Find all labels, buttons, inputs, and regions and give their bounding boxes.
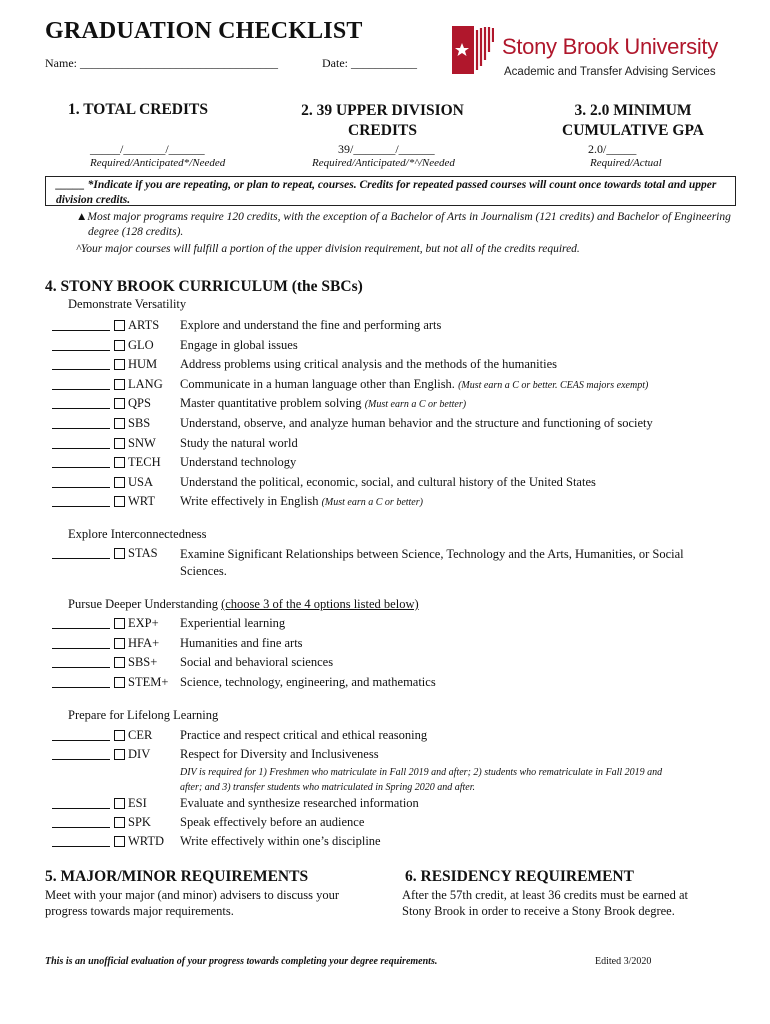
residency-text-line1: After the 57th credit, at least 36 credits must be earned at [402, 888, 689, 902]
sbc-code: WRTD [128, 834, 165, 848]
credit-blank[interactable] [52, 357, 110, 370]
checkbox[interactable] [114, 548, 125, 559]
residency-heading: 6. RESIDENCY REQUIREMENT [405, 868, 634, 885]
checkbox[interactable] [114, 618, 125, 629]
sbc-code: STAS [128, 546, 158, 560]
sbc-description [180, 318, 441, 333]
credit-blank[interactable] [52, 655, 110, 668]
sbc-description-text: Explore and understand the fine and performing arts [180, 318, 442, 332]
upper-division-title: 2. 39 UPPER DIVISION CREDITS [301, 102, 464, 139]
sbc-description: Write effectively within one’s discipline [180, 834, 381, 848]
total-credits-line[interactable]: _____/_______/______ [90, 142, 205, 156]
sbc-requirement-note: (Must earn a C or better) [321, 497, 423, 509]
sbc-description [180, 338, 298, 353]
sbc-description [180, 396, 466, 411]
div-note-line1: DIV is required for 1) Freshmen who matriculate in Fall 2019 and after; 2) students who rematriculate in Fall 2019 and [180, 767, 663, 778]
sbc-code: QPS [128, 396, 151, 411]
credit-blank[interactable] [52, 338, 110, 351]
checkbox[interactable] [114, 457, 125, 468]
sbc-description-text: Understand, observe, and analyze human behavior and the structure and functioning of society [180, 416, 653, 430]
checkbox[interactable] [114, 817, 125, 828]
sbc-code: USA [128, 474, 154, 489]
sbc-description-text: Address problems using critical analysis and the methods of the humanities [180, 357, 558, 372]
checkbox[interactable] [114, 418, 125, 429]
checkbox[interactable] [114, 438, 125, 449]
sbc-description-text: Experiential learning [180, 616, 286, 630]
checkbox[interactable] [114, 320, 125, 331]
sbc-code: SBS+ [128, 655, 158, 670]
credit-blank[interactable] [52, 616, 110, 629]
sbc-description [180, 616, 285, 631]
sbc-description-text: Understand the political, economic, social, and cultural history of the United States [180, 474, 596, 489]
sbc-description [180, 675, 436, 690]
div-note-line2: after; and 3) transfer students who matriculated in Spring 2020 and after. [180, 782, 475, 793]
sbc-description: Respect for Diversity and Inclusiveness [180, 747, 379, 761]
credit-blank[interactable] [52, 636, 110, 649]
date-field[interactable]: Date: ___________ [322, 56, 417, 70]
stas-desc-line2: Sciences. [180, 564, 227, 578]
sbc-description-text: Social and behavioral sciences [180, 655, 334, 670]
major-text-line2: progress towards major requirements. [45, 904, 234, 918]
sbc-description-text: Write effectively in English [180, 494, 319, 509]
sbc-description: Speak effectively before an audience [180, 815, 365, 829]
sbc-description-text: Humanities and fine arts [180, 635, 303, 650]
major-text [45, 887, 339, 919]
lifelong-label: Prepare for Lifelong Learning [68, 708, 219, 722]
sbc-code: TECH [128, 455, 161, 470]
deeper-label [68, 597, 419, 612]
major-text-line1: Meet with your major (and minor) advisers to discuss your [45, 888, 340, 902]
sbc-code: STEM+ [128, 674, 169, 689]
gpa-line[interactable]: 2.0/_____ [588, 142, 637, 156]
sbc-code: SBS [128, 416, 151, 430]
sbc-code: EXP+ [128, 616, 159, 630]
sbc-code: DIV [128, 747, 151, 761]
credits-note: ▲Most major programs require 120 credits, with the exception of a Bachelor of Arts in Journalism (121 credits) and Bachelor of Engineering degree (128 credits). [76, 211, 731, 238]
total-credits-title: 1. TOTAL CREDITS [68, 101, 208, 118]
checkbox[interactable] [114, 677, 125, 688]
sbc-description [180, 357, 557, 372]
credit-blank[interactable] [52, 318, 110, 331]
checkbox[interactable] [114, 340, 125, 351]
credit-blank[interactable] [52, 834, 110, 847]
sbc-code: HUM [128, 357, 158, 372]
sbc-code: WRT [128, 494, 156, 509]
residency-text [402, 887, 688, 919]
sbc-description-text: Master quantitative problem solving [180, 396, 362, 411]
residency-text-line2: Stony Brook in order to receive a Stony Brook degree. [402, 904, 675, 918]
gpa-caption: Required/Actual [590, 157, 662, 169]
checkbox[interactable] [114, 730, 125, 741]
sbc-code: SNW [128, 435, 156, 450]
sbc-requirement-note: (Must earn a C or better) [364, 399, 467, 411]
credit-blank[interactable] [52, 475, 110, 488]
credit-blank[interactable] [52, 396, 110, 409]
sbc-code: GLO [128, 337, 154, 352]
sbc-description [180, 436, 298, 451]
sbc-description: Evaluate and synthesize researched information [180, 796, 419, 810]
total-credits-caption: Required/Anticipated*/Needed [90, 157, 226, 169]
sbc-description [180, 636, 303, 651]
credit-blank[interactable] [52, 377, 110, 390]
sbc-description [180, 416, 653, 431]
checkbox[interactable] [114, 477, 125, 488]
checkbox[interactable] [114, 638, 125, 649]
sbc-description-text: Understand technology [180, 455, 297, 470]
checkbox[interactable] [114, 836, 125, 847]
sbc-code: ESI [128, 796, 147, 810]
credit-blank[interactable] [52, 796, 110, 809]
major-heading: 5. MAJOR/MINOR REQUIREMENTS [45, 868, 309, 885]
credit-blank[interactable] [52, 416, 110, 429]
sbc-requirement-note: (Must earn a C or better. CEAS majors exempt) [458, 379, 649, 391]
checkbox[interactable] [114, 798, 125, 809]
credit-blank[interactable] [52, 436, 110, 449]
sbc-code: CER [128, 728, 153, 742]
stas-desc-line1: Examine Significant Relationships between Science, Technology and the Arts, Humanities, or Social [180, 547, 684, 561]
sbc-code: SPK [128, 815, 151, 829]
div-note [180, 765, 662, 795]
sbu-shield-icon [452, 26, 494, 74]
sbc-description-text: Engage in global issues [180, 337, 298, 352]
credit-blank[interactable] [52, 815, 110, 828]
sbc-code: LANG [128, 376, 163, 391]
upper-division-caption: Required/Anticipated/*^/Needed [312, 157, 455, 169]
checkbox[interactable] [114, 657, 125, 668]
sbc-code: ARTS [128, 318, 160, 332]
checkbox[interactable] [114, 496, 125, 507]
sbc-description [180, 455, 296, 470]
stas-description [180, 546, 684, 580]
logo-subtitle: Academic and Transfer Advising Services [504, 66, 716, 78]
sbc-description: Practice and respect critical and ethical reasoning [180, 728, 428, 742]
upper-division-line[interactable]: 39/_______/______ [338, 142, 435, 156]
credit-blank[interactable] [52, 494, 110, 507]
university-logo [452, 26, 738, 88]
credit-blank[interactable] [52, 455, 110, 468]
page-title: GRADUATION CHECKLIST [45, 18, 363, 44]
sbc-description [180, 655, 333, 670]
credit-blank[interactable] [52, 747, 110, 760]
credit-blank[interactable] [52, 675, 110, 688]
interconnect-label: Explore Interconnectedness [68, 527, 207, 541]
credit-blank[interactable] [52, 728, 110, 741]
footer-edited: Edited 3/2020 [595, 956, 652, 967]
footer-disclaimer: This is an unofficial evaluation of your progress towards completing your degree requirements. [45, 956, 438, 967]
gpa-title: 3. 2.0 MINIMUM CUMULATIVE GPA [562, 102, 704, 139]
sbc-description [180, 377, 648, 392]
sbc-description-text: Study the natural world [180, 435, 298, 450]
credit-blank[interactable] [52, 546, 110, 559]
sbc-description [180, 475, 596, 490]
checkbox[interactable] [114, 398, 125, 409]
name-field[interactable]: Name: _________________________________ [45, 56, 278, 70]
checkbox[interactable] [114, 379, 125, 390]
sbc-heading: 4. STONY BROOK CURRICULUM (the SBCs) [45, 278, 363, 295]
versatility-label: Demonstrate Versatility [68, 297, 187, 311]
checkbox[interactable] [114, 749, 125, 760]
sbc-description [180, 494, 423, 509]
repeat-note: _____ *Indicate if you are repeating, or plan to repeat, courses. Credits for repeated passed courses will count once towards total and upper division credits. [56, 179, 717, 206]
logo-wordmark: Stony Brook University [502, 34, 718, 59]
deeper-label-note: (choose 3 of the 4 options listed below) [221, 597, 419, 611]
sbc-code: HFA+ [128, 635, 160, 650]
sbc-description-text: Communicate in a human language other than English. [180, 376, 455, 391]
checkbox[interactable] [114, 359, 125, 370]
sbc-description-text: Science, technology, engineering, and mathematics [180, 674, 436, 689]
deeper-label-text: Pursue Deeper Understanding [68, 597, 218, 611]
upper-division-note: ^Your major courses will fulfill a portion of the upper division requirement, but not all of the credits required. [76, 243, 580, 255]
